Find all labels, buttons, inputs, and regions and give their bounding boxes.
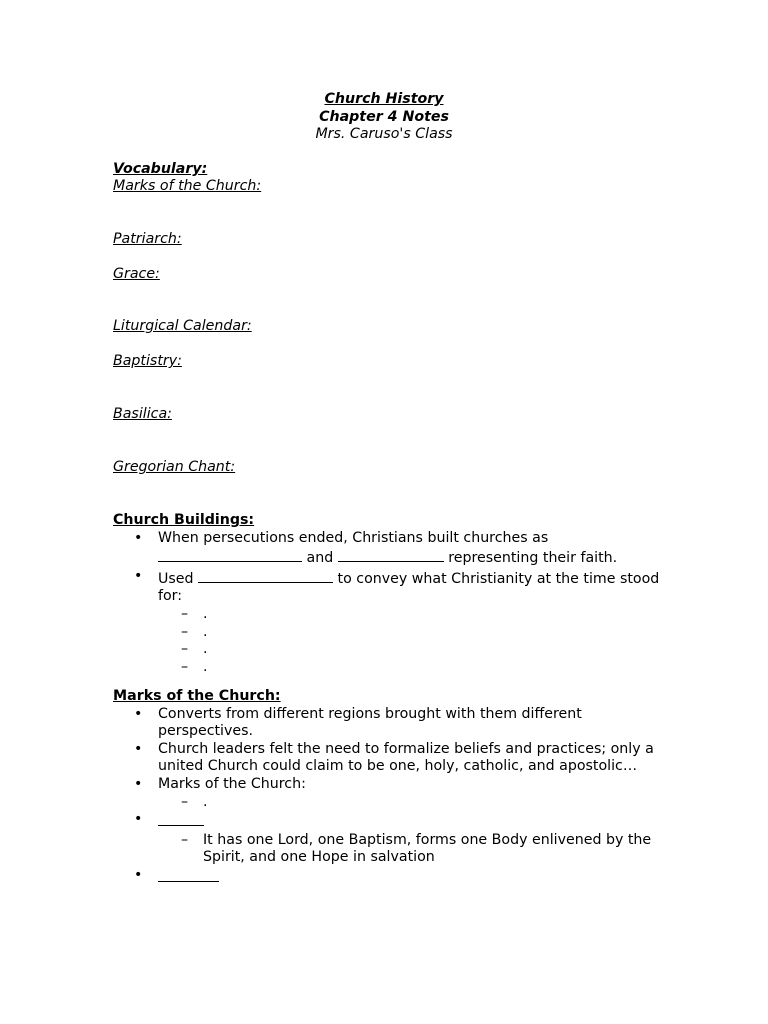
church-buildings-list [113, 530, 673, 677]
dash-item: – It has one Lord, one Baptism, forms one Body enlivened by the Spirit, and one Hope in salvation [113, 832, 673, 867]
list-item [113, 811, 673, 832]
church-buildings-heading: Church Buildings: [113, 512, 255, 528]
fill-in-blank[interactable] [198, 568, 333, 583]
vocabulary-heading [113, 161, 673, 179]
bullet-text: and [306, 550, 334, 567]
church-buildings-section [113, 512, 673, 676]
dash-item: – . [113, 659, 673, 677]
vocabulary-heading-text: Vocabulary: [113, 161, 208, 177]
dash-item: – . [113, 641, 673, 659]
bullet-text: representing their faith. [448, 550, 618, 567]
term-grace: Grace: [113, 266, 160, 282]
term-marks-of-church: Marks of the Church: [113, 178, 262, 194]
list-item: • Converts from different regions brought with them different perspectives. [113, 706, 673, 741]
term-basilica: Basilica: [113, 406, 172, 422]
fill-in-blank[interactable] [158, 867, 219, 882]
page-title: Church History [324, 91, 444, 107]
bullet-text: to convey what Christianity at the time stood for: [158, 570, 660, 605]
list-item [113, 568, 673, 606]
term-gregorian-chant: Gregorian Chant: [113, 459, 236, 475]
list-item [113, 867, 673, 888]
list-item: • Church leaders felt the need to formalize beliefs and practices; only a united Church could claim to be one, holy, catholic, and apostolic… [113, 741, 673, 776]
marks-section [113, 688, 673, 888]
fill-in-blank[interactable] [158, 811, 204, 826]
dash-item: – . [113, 794, 673, 812]
dash-item: – . [113, 606, 673, 624]
marks-list [113, 706, 673, 888]
list-item [113, 530, 673, 568]
list-item: • Marks of the Church: [113, 776, 673, 794]
chapter-subtitle: Chapter 4 Notes [319, 108, 449, 125]
bullet-text: When persecutions ended, Christians built churches as [158, 529, 549, 546]
class-name: Mrs. Caruso's Class [315, 126, 453, 142]
fill-in-blank[interactable] [338, 547, 444, 562]
dash-item: – . [113, 624, 673, 642]
term-liturgical-calendar: Liturgical Calendar: [113, 318, 252, 334]
marks-heading: Marks of the Church: [113, 688, 281, 704]
term-baptistry: Baptistry: [113, 353, 182, 369]
term-patriarch: Patriarch: [113, 231, 182, 247]
document-header [0, 91, 768, 144]
fill-in-blank[interactable] [158, 547, 302, 562]
bullet-text: Used [158, 570, 194, 587]
